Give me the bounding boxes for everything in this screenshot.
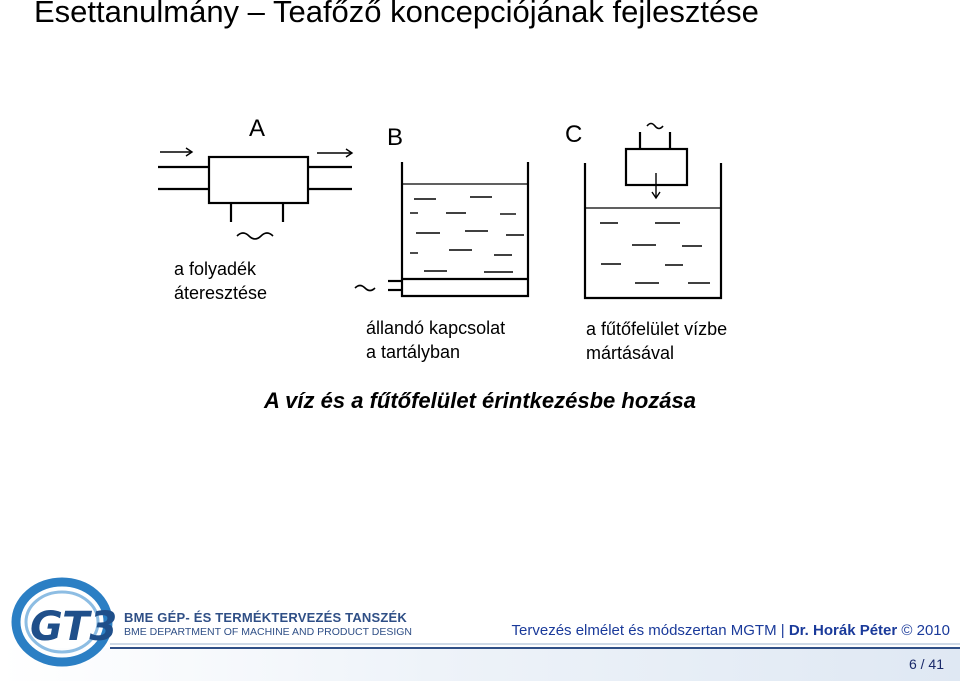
inlet-arrow	[160, 148, 192, 156]
gt3-logo-text: GT3	[30, 604, 118, 650]
variant-c-letter: C	[565, 121, 583, 148]
page-number	[909, 656, 944, 672]
variant-c-label-line2: mártásával	[586, 343, 675, 363]
slide-title: Esettanulmány – Teafőző koncepciójának fejlesztése	[34, 0, 759, 29]
course-name: Tervezés elmélet és módszertan MGTM	[511, 622, 777, 639]
variant-c-label	[586, 317, 727, 365]
department-name-en: BME DEPARTMENT OF MACHINE AND PRODUCT DESIGN	[124, 626, 413, 638]
variant-b-letter: B	[387, 124, 404, 151]
copyright-year: © 2010	[901, 622, 950, 639]
variant-b-label-line1: állandó kapcsolat	[366, 318, 506, 338]
variant-a-sketch	[158, 148, 352, 239]
outlet-arrow	[317, 149, 352, 157]
author-name: Dr. Horák Péter	[788, 622, 898, 639]
page-separator: /	[920, 656, 925, 672]
footer-credits	[512, 622, 950, 639]
page-total: 41	[928, 656, 944, 672]
variant-a-letter: A	[249, 115, 266, 142]
variant-c-label-line1: a fűtőfelület vízbe	[586, 319, 728, 339]
variant-b-label	[366, 316, 505, 364]
page-current: 6	[908, 656, 917, 672]
variant-b-sketch	[355, 162, 528, 296]
variant-b-label-line2: a tartályban	[366, 342, 461, 362]
variant-a-label	[174, 257, 267, 305]
diagram-caption: A víz és a fűtőfelület érintkezésbe hozása	[264, 388, 696, 413]
variant-c-sketch	[585, 124, 721, 299]
footer-separator: |	[780, 622, 785, 639]
department-name-hu: BME GÉP- ÉS TERMÉKTERVEZÉS TANSZÉK	[124, 610, 407, 625]
variant-a-label-line1: a folyadék	[174, 259, 257, 279]
variant-a-label-line2: áteresztése	[174, 283, 268, 303]
